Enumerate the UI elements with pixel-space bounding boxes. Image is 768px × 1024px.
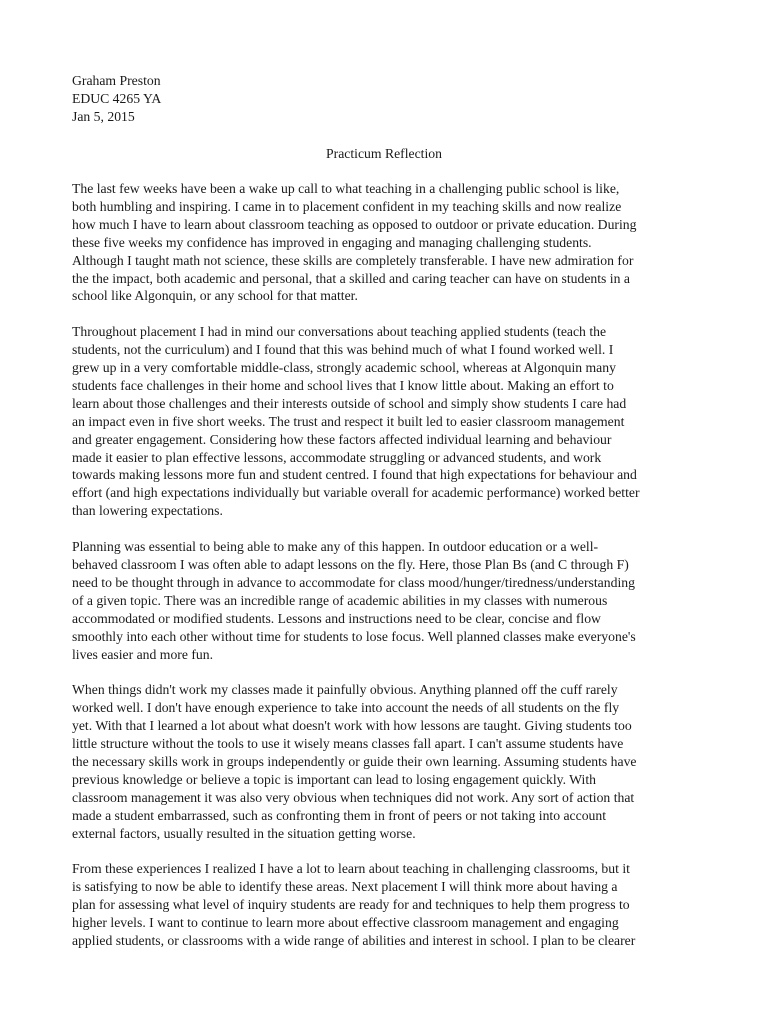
text-line: these five weeks my confidence has improved in engaging and managing challenging students. [72, 234, 592, 250]
document-header [72, 72, 672, 126]
text-line: lives easier and more fun. [72, 646, 214, 662]
text-line: higher levels. I want to continue to learn more about effective classroom management and engaging [72, 915, 619, 931]
text-line: than lowering expectations. [72, 503, 223, 519]
text-line: yet. With that I learned a lot about what doesn't work with how lessons are taught. Giving students too [72, 718, 632, 734]
text-line: external factors, usually resulted in the situation getting worse. [72, 825, 416, 841]
text-line: Throughout placement I had in mind our conversations about teaching applied students (teach the [72, 324, 607, 340]
text-line: worked well. I don't have enough experience to take into account the needs of all students on the fly [72, 700, 620, 716]
paragraph [72, 538, 712, 663]
text-line: The last few weeks have been a wake up call to what teaching in a challenging public school is like, [72, 181, 620, 196]
author-name: Graham Preston [72, 73, 161, 88]
paragraph [72, 681, 712, 842]
text-line: learn about those challenges and their interests outside of school and simply show students I care had [72, 395, 627, 411]
text-line: and greater engagement. Considering how these factors affected individual learning and behaviour [72, 431, 612, 447]
text-line: classroom management it was also very obvious when techniques did not work. Any sort of action that [72, 789, 635, 805]
text-line: Planning was essential to being able to make any of this happen. In outdoor education or a well- [72, 539, 599, 555]
text-line: students face challenges in their home and school lives that I know little about. Making an effort to [72, 377, 614, 393]
text-line: accommodated or modified students. Lessons and instructions need to be clear, concise and flow [72, 610, 601, 626]
text-line: an impact even in five short weeks. The trust and respect it built led to easier classroom management [72, 413, 625, 429]
text-line: effort (and high expectations individually but variable overall for academic performance) worked better [72, 485, 640, 501]
text-line: applied students, or classrooms with a wide range of abilities and interest in school. I plan to be clearer [72, 933, 636, 948]
text-line: the necessary skills work in groups independently or guide their own learning. Assuming students have [72, 753, 637, 769]
text-line: students, not the curriculum) and I found that this was behind much of what I found worked well. I [72, 342, 614, 358]
text-line: grew up in a very comfortable middle-class, strongly academic school, whereas at Algonquin many [72, 360, 616, 376]
text-line: how much I have to learn about classroom teaching as opposed to outdoor or private education. During [72, 216, 637, 232]
text-line: From these experiences I realized I have a lot to learn about teaching in challenging classrooms, but it [72, 861, 630, 877]
text-line: of a given topic. There was an incredible range of academic abilities in my classes with numerous [72, 592, 608, 608]
text-line: made it easier to plan effective lessons, accommodate struggling or advanced students, and work [72, 449, 602, 465]
text-line: the the impact, both academic and personal, that a skilled and caring teacher can have on students in a [72, 270, 630, 286]
text-line: plan for assessing what level of inquiry students are ready for and techniques to help them progress to [72, 897, 630, 913]
text-line: When things didn't work my classes made it painfully obvious. Anything planned off the cuff rarely [72, 682, 618, 698]
document-body [72, 180, 712, 968]
paragraph [72, 323, 712, 520]
text-line: made a student embarrassed, such as confronting them in front of peers or not taking into account [72, 807, 607, 823]
text-line: previous knowledge or believe a topic is important can lead to losing engagement quickly. With [72, 771, 596, 787]
text-line: Although I taught math not science, these skills are completely transferable. I have new admiration for [72, 252, 634, 268]
text-line: need to be thought through in advance to accommodate for class mood/hunger/tiredness/understanding [72, 574, 635, 590]
document-title: Practicum Reflection [326, 146, 442, 161]
text-line: towards making lessons more fun and student centred. I found that high expectations for behaviour and [72, 467, 637, 483]
text-line: both humbling and inspiring. I came in to placement confident in my teaching skills and now realize [72, 198, 622, 214]
text-line: is satisfying to now be able to identify these areas. Next placement I will think more about having a [72, 879, 618, 895]
text-line: school like Algonquin, or any school for that matter. [72, 288, 358, 304]
paragraph [72, 860, 712, 950]
paragraph [72, 180, 712, 305]
course-code: EDUC 4265 YA [72, 90, 162, 106]
text-line: behaved classroom I was often able to adapt lessons on the fly. Here, those Plan Bs (and C through F) [72, 557, 629, 572]
document-date: Jan 5, 2015 [72, 108, 135, 124]
text-line: smoothly into each other without time for students to lose focus. Well planned classes make everyone's [72, 628, 636, 644]
text-line: little structure without the tools to use it wisely means classes fall apart. I can't assume students have [72, 736, 624, 752]
